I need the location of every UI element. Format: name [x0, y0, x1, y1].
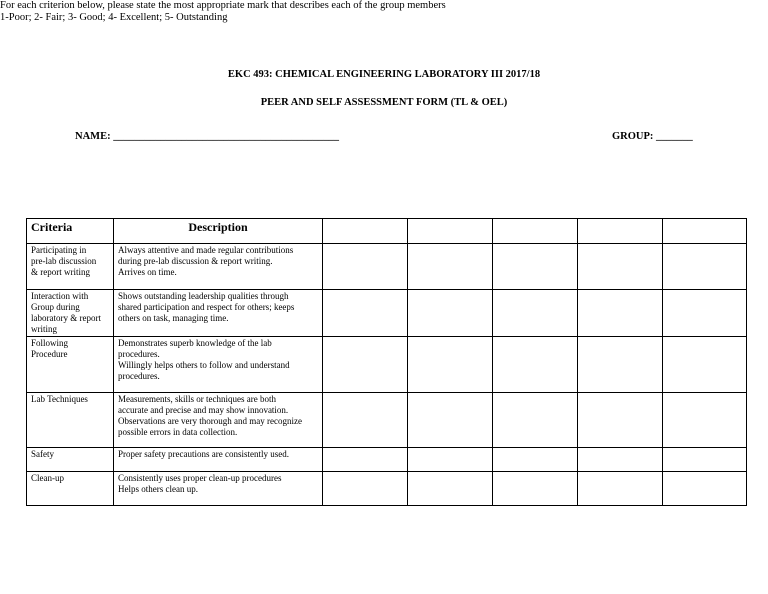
- mark-cell[interactable]: [663, 244, 747, 290]
- rating-scale: 1-Poor; 2- Fair; 3- Good; 4- Excellent; 5- Outstanding: [0, 12, 228, 23]
- mark-cell[interactable]: [578, 244, 663, 290]
- mark-cell[interactable]: [493, 337, 578, 393]
- description-cell: Measurements, skills or techniques are both accurate and precise and may show innovation. Observations are very thorough and may recognize possible errors in data collection.: [114, 393, 323, 448]
- criteria-cell: Safety: [27, 448, 114, 472]
- table-row: [27, 448, 747, 472]
- table-row: [27, 472, 747, 506]
- table-row: [27, 393, 747, 448]
- member-column-header[interactable]: [578, 219, 663, 244]
- mark-cell[interactable]: [408, 472, 493, 506]
- name-field-label: NAME: ___________________________________________: [75, 131, 339, 142]
- mark-cell[interactable]: [493, 393, 578, 448]
- criteria-cell: Participating in pre-lab discussion & report writing: [27, 244, 114, 290]
- mark-cell[interactable]: [408, 290, 493, 337]
- description-cell: Always attentive and made regular contributions during pre-lab discussion & report writing. Arrives on time.: [114, 244, 323, 290]
- member-column-header[interactable]: [663, 219, 747, 244]
- member-column-header[interactable]: [408, 219, 493, 244]
- table-header-row: [27, 219, 747, 244]
- assessment-table: [26, 218, 747, 506]
- description-cell: Demonstrates superb knowledge of the lab procedures. Willingly helps others to follow and understand procedures.: [114, 337, 323, 393]
- instruction-line: For each criterion below, please state the most appropriate mark that describes each of the group members: [0, 0, 446, 11]
- mark-cell[interactable]: [408, 337, 493, 393]
- mark-cell[interactable]: [408, 448, 493, 472]
- mark-cell[interactable]: [408, 393, 493, 448]
- member-column-header[interactable]: [323, 219, 408, 244]
- group-field-label: GROUP: _______: [612, 131, 693, 142]
- mark-cell[interactable]: [578, 290, 663, 337]
- criteria-cell: Following Procedure: [27, 337, 114, 393]
- mark-cell[interactable]: [323, 244, 408, 290]
- mark-cell[interactable]: [578, 393, 663, 448]
- member-column-header[interactable]: [493, 219, 578, 244]
- criteria-cell: Interaction with Group during laboratory & report writing: [27, 290, 114, 337]
- mark-cell[interactable]: [663, 290, 747, 337]
- description-cell: Consistently uses proper clean-up procedures Helps others clean up.: [114, 472, 323, 506]
- table-row: [27, 337, 747, 393]
- form-title: PEER AND SELF ASSESSMENT FORM (TL & OEL): [260, 97, 508, 108]
- mark-cell[interactable]: [408, 244, 493, 290]
- description-header: Description: [114, 219, 323, 244]
- table-row: [27, 244, 747, 290]
- description-cell: Proper safety precautions are consistently used.: [114, 448, 323, 472]
- mark-cell[interactable]: [493, 244, 578, 290]
- mark-cell[interactable]: [323, 448, 408, 472]
- mark-cell[interactable]: [663, 337, 747, 393]
- criteria-header: Criteria: [27, 219, 114, 244]
- table-row: [27, 290, 747, 337]
- criteria-cell: Clean-up: [27, 472, 114, 506]
- mark-cell[interactable]: [323, 290, 408, 337]
- mark-cell[interactable]: [578, 472, 663, 506]
- mark-cell[interactable]: [323, 393, 408, 448]
- mark-cell[interactable]: [323, 337, 408, 393]
- mark-cell[interactable]: [663, 448, 747, 472]
- criteria-cell: Lab Techniques: [27, 393, 114, 448]
- mark-cell[interactable]: [493, 448, 578, 472]
- mark-cell[interactable]: [578, 337, 663, 393]
- mark-cell[interactable]: [493, 472, 578, 506]
- mark-cell[interactable]: [663, 472, 747, 506]
- mark-cell[interactable]: [323, 472, 408, 506]
- mark-cell[interactable]: [493, 290, 578, 337]
- instructions: [0, 0, 768, 24]
- mark-cell[interactable]: [578, 448, 663, 472]
- description-cell: Shows outstanding leadership qualities through shared participation and respect for others; keeps others on task, managing time.: [114, 290, 323, 337]
- mark-cell[interactable]: [663, 393, 747, 448]
- course-title: EKC 493: CHEMICAL ENGINEERING LABORATORY III 2017/18: [227, 69, 541, 80]
